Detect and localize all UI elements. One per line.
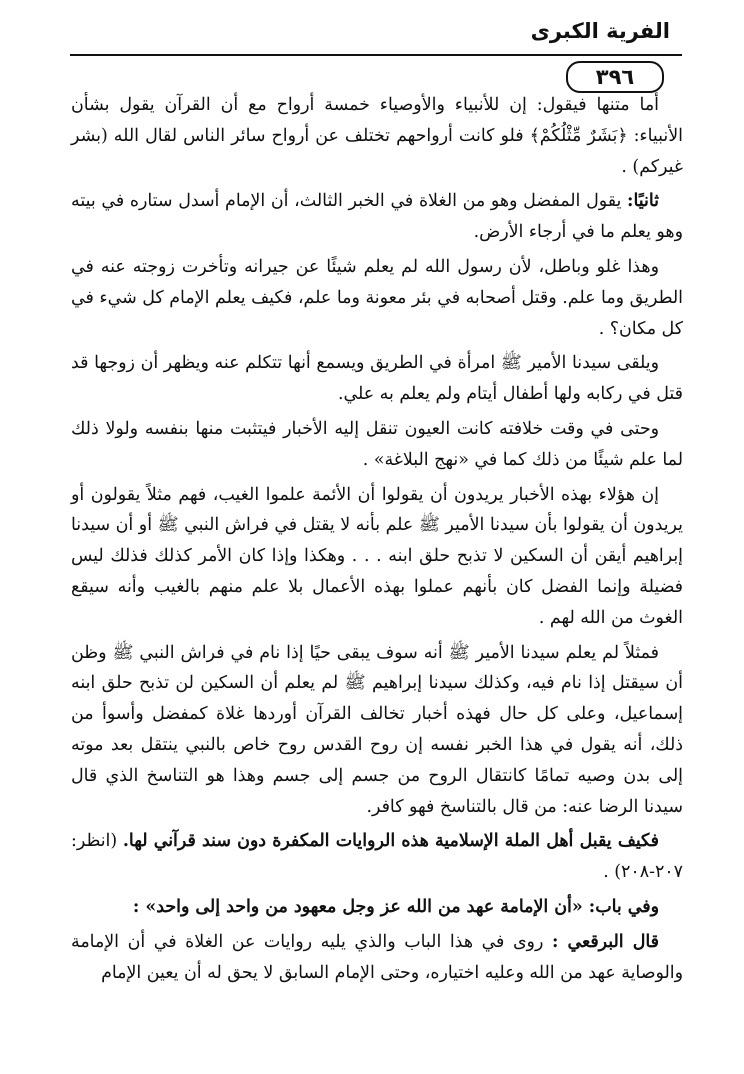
- paragraph-7: [71, 638, 683, 823]
- paragraph-text: وهذا غلو وباطل، لأن رسول الله لم يعلم شيئًا عن جيرانه وتأخرت زوجته عنه في الطريق وما علم. وقتل أصحابه في بئر معونة وما علم، فكيف يعلم الإمام كل شيء في كل مكان؟ .: [71, 256, 683, 339]
- paragraph-8: [71, 826, 683, 888]
- paragraph-text: ويلقى سيدنا الأمير ﷺ امرأة في الطريق ويسمع أنها تتكلم عنه ويظهر أن زوجها قد قتل في ركابه ولها أطفال أيتام ولم يعلم به علي.: [71, 353, 683, 405]
- running-title: الفرية الكبرى: [530, 19, 670, 43]
- paragraph-lead: فكيف يقبل أهل الملة الإسلامية هذه الروايات المكفرة دون سند قرآني لها.: [122, 831, 659, 852]
- header-rule: [70, 54, 682, 56]
- paragraph-5: [71, 414, 683, 476]
- paragraph-text: وحتى في وقت خلافته كانت العيون تنقل إليه الأخبار فيتثبت منها بنفسه ولولا ذلك لما علم شيئًا من ذلك كما في «نهج البلاغة» .: [71, 418, 683, 470]
- paragraph-9: [71, 892, 683, 923]
- paragraph-4: [71, 348, 683, 410]
- paragraph-1: [71, 90, 683, 182]
- paragraph-text: روى في هذا الباب والذي يليه روايات عن الغلاة في أن الإمامة والوصاية عهد من الله وعليه اختياره، وحتى الإمام السابق لا يحق له أن يعين الإمام: [71, 931, 683, 983]
- paragraph-2: [71, 186, 683, 248]
- paragraph-text: فمثلاً لم يعلم سيدنا الأمير ﷺ أنه سوف يبقى حيًا إذا نام في فراش النبي ﷺ وظن أن سيقتل إذا نام فيه، وكذلك سيدنا إبراهيم ﷺ لم يعلم أن السكين لن تذبح حلق ابنه إسماعيل، وعلى كل حال فهذه أخبار تخالف القرآن أوردها غلاة كمفضل وأسوأ من ذلك، أنه يقول في هذا الخبر نفسه إن روح القدس روح خاص بالنبي ينتقل بعد موته إلى بدن وصيه تمامًا كانتقال الروح من جسم إلى جسم وهذا هو التناسخ الذي قال سيدنا الرضا عنه: من قال بالتناسخ فهو كافر.: [71, 642, 683, 817]
- paragraph-text: إن هؤلاء بهذه الأخبار يريدون أن يقولوا أن الأئمة علموا الغيب، فهم مثلاً يقولون أو يريدون أن يقولوا بأن سيدنا الأمير ﷺ علم بأنه لا يقتل في فراش النبي ﷺ أو أن سيدنا إبراهيم أيقن أن السكين لا تذبح حلق ابنه . . . وهكذا وإذا كان الأمر كذلك فذلك ليس فضيلة وإنما الفضل كان بأنهم عملوا بهذه الأعمال بلا علم منهم بالغيب وأنه سيقع الغوث من الله لهم .: [71, 484, 683, 628]
- paragraph-lead: قال البرقعي :: [551, 931, 659, 952]
- paragraph-text: يقول المفضل وهو من الغلاة في الخبر الثالث، أن الإمام أسدل ستاره في بيته وهو يعلم ما في أرجاء الأرض.: [71, 191, 683, 243]
- paragraph-text: (انظر: ٢٠٧-٢٠٨) .: [71, 831, 683, 883]
- paragraph-3: [71, 252, 683, 344]
- paragraph-lead: وفي باب: «أن الإمامة عهد من الله عز وجل معهود من واحد إلى واحد» :: [132, 896, 659, 917]
- paragraph-10: [71, 927, 683, 989]
- body-text: [71, 90, 683, 988]
- page-number: ٣٩٦: [566, 61, 664, 93]
- paragraph-6: [71, 480, 683, 634]
- paragraph-text: أما متنها فيقول: إن للأنبياء والأوصياء خمسة أرواح مع أن القرآن يقول بشأن الأنبياء: ﴿بَشَرٌ مِّثْلُكُمْ﴾ فلو كانت أرواحهم تختلف عن أرواح سائر الناس لقال الله (بشر غيركم) .: [71, 95, 683, 177]
- paragraph-lead: ثانيًا:: [627, 191, 659, 212]
